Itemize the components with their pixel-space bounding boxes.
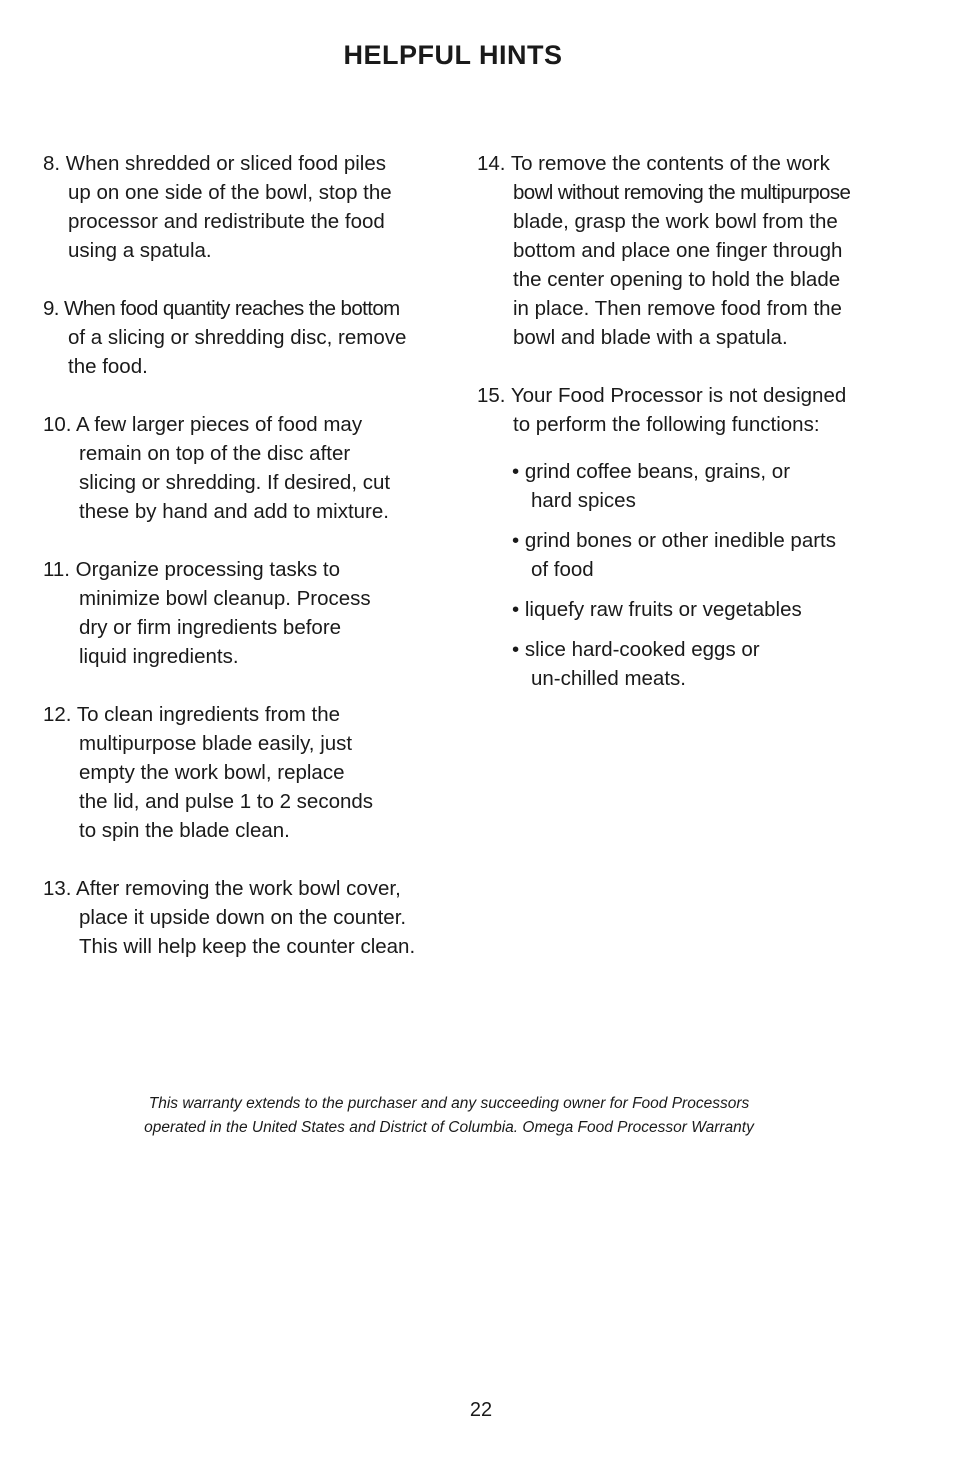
hint-line: remain on top of the disc after [79,442,351,465]
list-item-line: • slice hard-cooked eggs or [512,638,760,661]
hint-line: 9. When food quantity reaches the bottom [43,297,400,320]
function-list [477,457,877,693]
hint-11 [43,555,443,671]
hint-line: in place. Then remove food from the [513,297,842,320]
hint-15 [477,381,877,439]
hint-line: 14. To remove the contents of the work [477,152,830,175]
hint-line: blade, grasp the work bowl from the [513,210,838,233]
left-column [43,149,443,990]
list-item-line: of food [531,558,594,581]
hint-line: 10. A few larger pieces of food may [43,413,363,436]
hint-line: bowl and blade with a spatula. [513,326,788,349]
hint-line: slicing or shredding. If desired, cut [79,471,391,494]
hint-14 [477,149,877,352]
list-item [477,457,877,515]
list-item-line: • grind coffee beans, grains, or [512,460,791,483]
hint-line: multipurpose blade easily, just [79,732,353,755]
hint-12 [43,700,443,845]
list-item [477,635,877,693]
warranty-note [0,1092,898,1140]
hint-line: 15. Your Food Processor is not designed [477,384,847,407]
hint-line: place it upside down on the counter. [79,906,407,929]
hint-13 [43,874,443,961]
hint-line: This will help keep the counter clean. [79,935,416,958]
list-item-line: • liquefy raw fruits or vegetables [512,598,802,621]
hint-line: 11. Organize processing tasks to [43,558,341,581]
hint-line: the food. [68,355,148,378]
list-item [477,595,877,624]
right-column [477,149,877,704]
hint-line: to perform the following functions: [513,413,820,436]
hint-8 [43,149,443,265]
hint-line: of a slicing or shredding disc, remove [68,326,407,349]
hint-line: dry or firm ingredients before [79,616,342,639]
page-number: 22 [469,1399,493,1421]
hint-line: bowl without removing the multipurpose [513,181,851,204]
hint-line: 13. After removing the work bowl cover, [43,877,401,900]
list-item-line: • grind bones or other inedible parts [512,529,836,552]
warranty-line: This warranty extends to the purchaser and any succeeding owner for Food Processors [148,1095,750,1112]
hint-line: 12. To clean ingredients from the [43,703,341,726]
list-item-line: hard spices [531,489,636,512]
hint-line: liquid ingredients. [79,645,239,668]
hint-line: 8. When shredded or sliced food piles [43,152,387,175]
hint-line: the center opening to hold the blade [513,268,841,291]
hint-10 [43,410,443,526]
hint-line: minimize bowl cleanup. Process [79,587,371,610]
warranty-line: operated in the United States and District of Columbia. Omega Food Processor Warranty [144,1119,754,1136]
hint-line: the lid, and pulse 1 to 2 seconds [79,790,374,813]
hint-line: processor and redistribute the food [68,210,385,233]
hint-line: these by hand and add to mixture. [79,500,389,523]
list-item-line: un-chilled meats. [531,667,686,690]
page-title: HELPFUL HINTS [343,40,563,70]
hint-line: bottom and place one finger through [513,239,843,262]
hint-line: using a spatula. [68,239,212,262]
hint-line: empty the work bowl, replace [79,761,345,784]
hint-line: up on one side of the bowl, stop the [68,181,392,204]
hint-line: to spin the blade clean. [79,819,290,842]
list-item [477,526,877,584]
hint-9 [43,294,443,381]
